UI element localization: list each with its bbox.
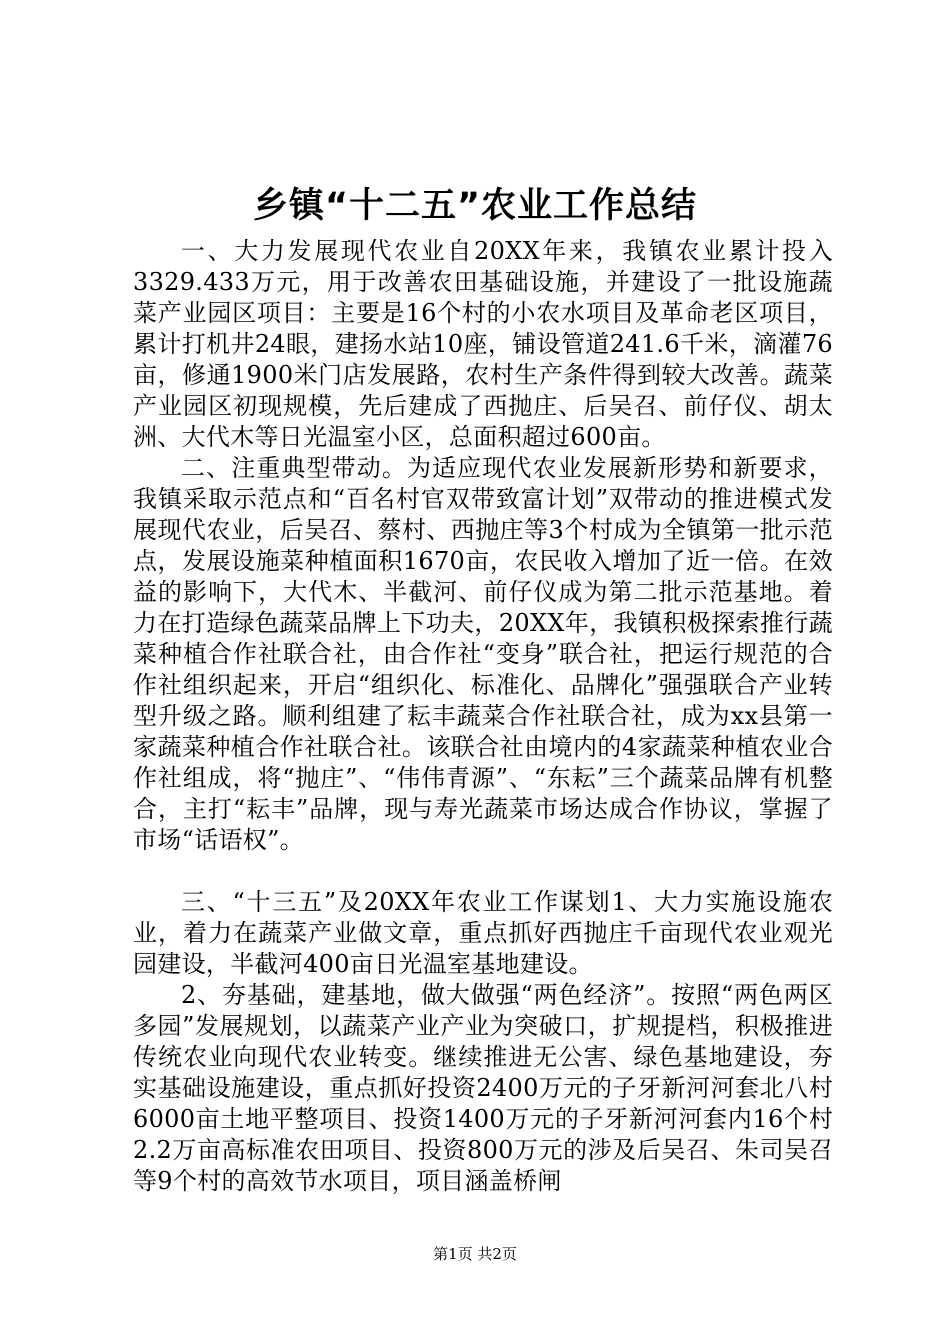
paragraph-gap xyxy=(133,856,833,887)
document-body xyxy=(133,236,833,1197)
paragraph-3: 三、“十三五”及20XX年农业工作谋划1、大力实施设施农业，着力在蔬菜产业做文章，重点抓好西抛庄千亩现代农业观光园建设，半截河400亩日光温室基地建设。 xyxy=(133,888,833,978)
paragraph-4: 2、夯基础，建基地，做大做强“两色经济”。按照“两色两区多园”发展规划，以蔬菜产业产业为突破口，扩规提档，积极推进传统农业向现代农业转变。继续推进无公害、绿色基地建设，夯实基础设施建设，重点抓好投资2400万元的子牙新河河套北八村6000亩土地平整项目、投资1400万元的子牙新河河套内16个村2.2万亩高标准农田项目、投资800万元的涉及后吴召、朱司吴召等9个村的高效节水项目，项目涵盖桥闸 xyxy=(133,981,833,1195)
page-footer: 第1页 共2页 xyxy=(433,1245,517,1263)
paragraph-2: 二、注重典型带动。为适应现代农业发展新形势和新要求，我镇采取示范点和“百名村官双带致富计划”双带动的推进模式发展现代农业，后吴召、蔡村、西抛庄等3个村成为全镇第一批示范点，发展设施菜种植面积1670亩，农民收入增加了近一倍。在效益的影响下，大代木、半截河、前仔仪成为第二批示范基地。着力在打造绿色蔬菜品牌上下功夫，20XX年，我镇积极探索推行蔬菜种植合作社联合社，由合作社“变身”联合社，把运行规范的合作社组织起来，开启“组织化、标准化、品牌化”强强联合产业转型升级之路。顺利组建了耘丰蔬菜合作社联合社，成为xx县第一家蔬菜种植合作社联合社。该联合社由境内的4家蔬菜种植农业合作社组成，将“抛庄”、“伟伟青源”、“东耘”三个蔬菜品牌有机整合，主打“耘丰”品牌，现与寿光蔬菜市场达成合作协议，掌握了市场“话语权”。 xyxy=(133,454,833,854)
paragraph-1: 一、大力发展现代农业自20XX年来，我镇农业累计投入3329.433万元，用于改善农田基础设施，并建设了一批设施蔬菜产业园区项目：主要是16个村的小农水项目及革命老区项目，累计打机井24眼，建扬水站10座，铺设管道241.6千米，滴灌76亩，修通1900米门店发展路，农村生产条件得到较大改善。蔬菜产业园区初现规模，先后建成了西抛庄、后吴召、前仔仪、胡太洲、大代木等日光温室小区，总面积超过600亩。 xyxy=(133,237,833,451)
document-title: 乡镇“十二五”农业工作总结 xyxy=(252,186,697,226)
